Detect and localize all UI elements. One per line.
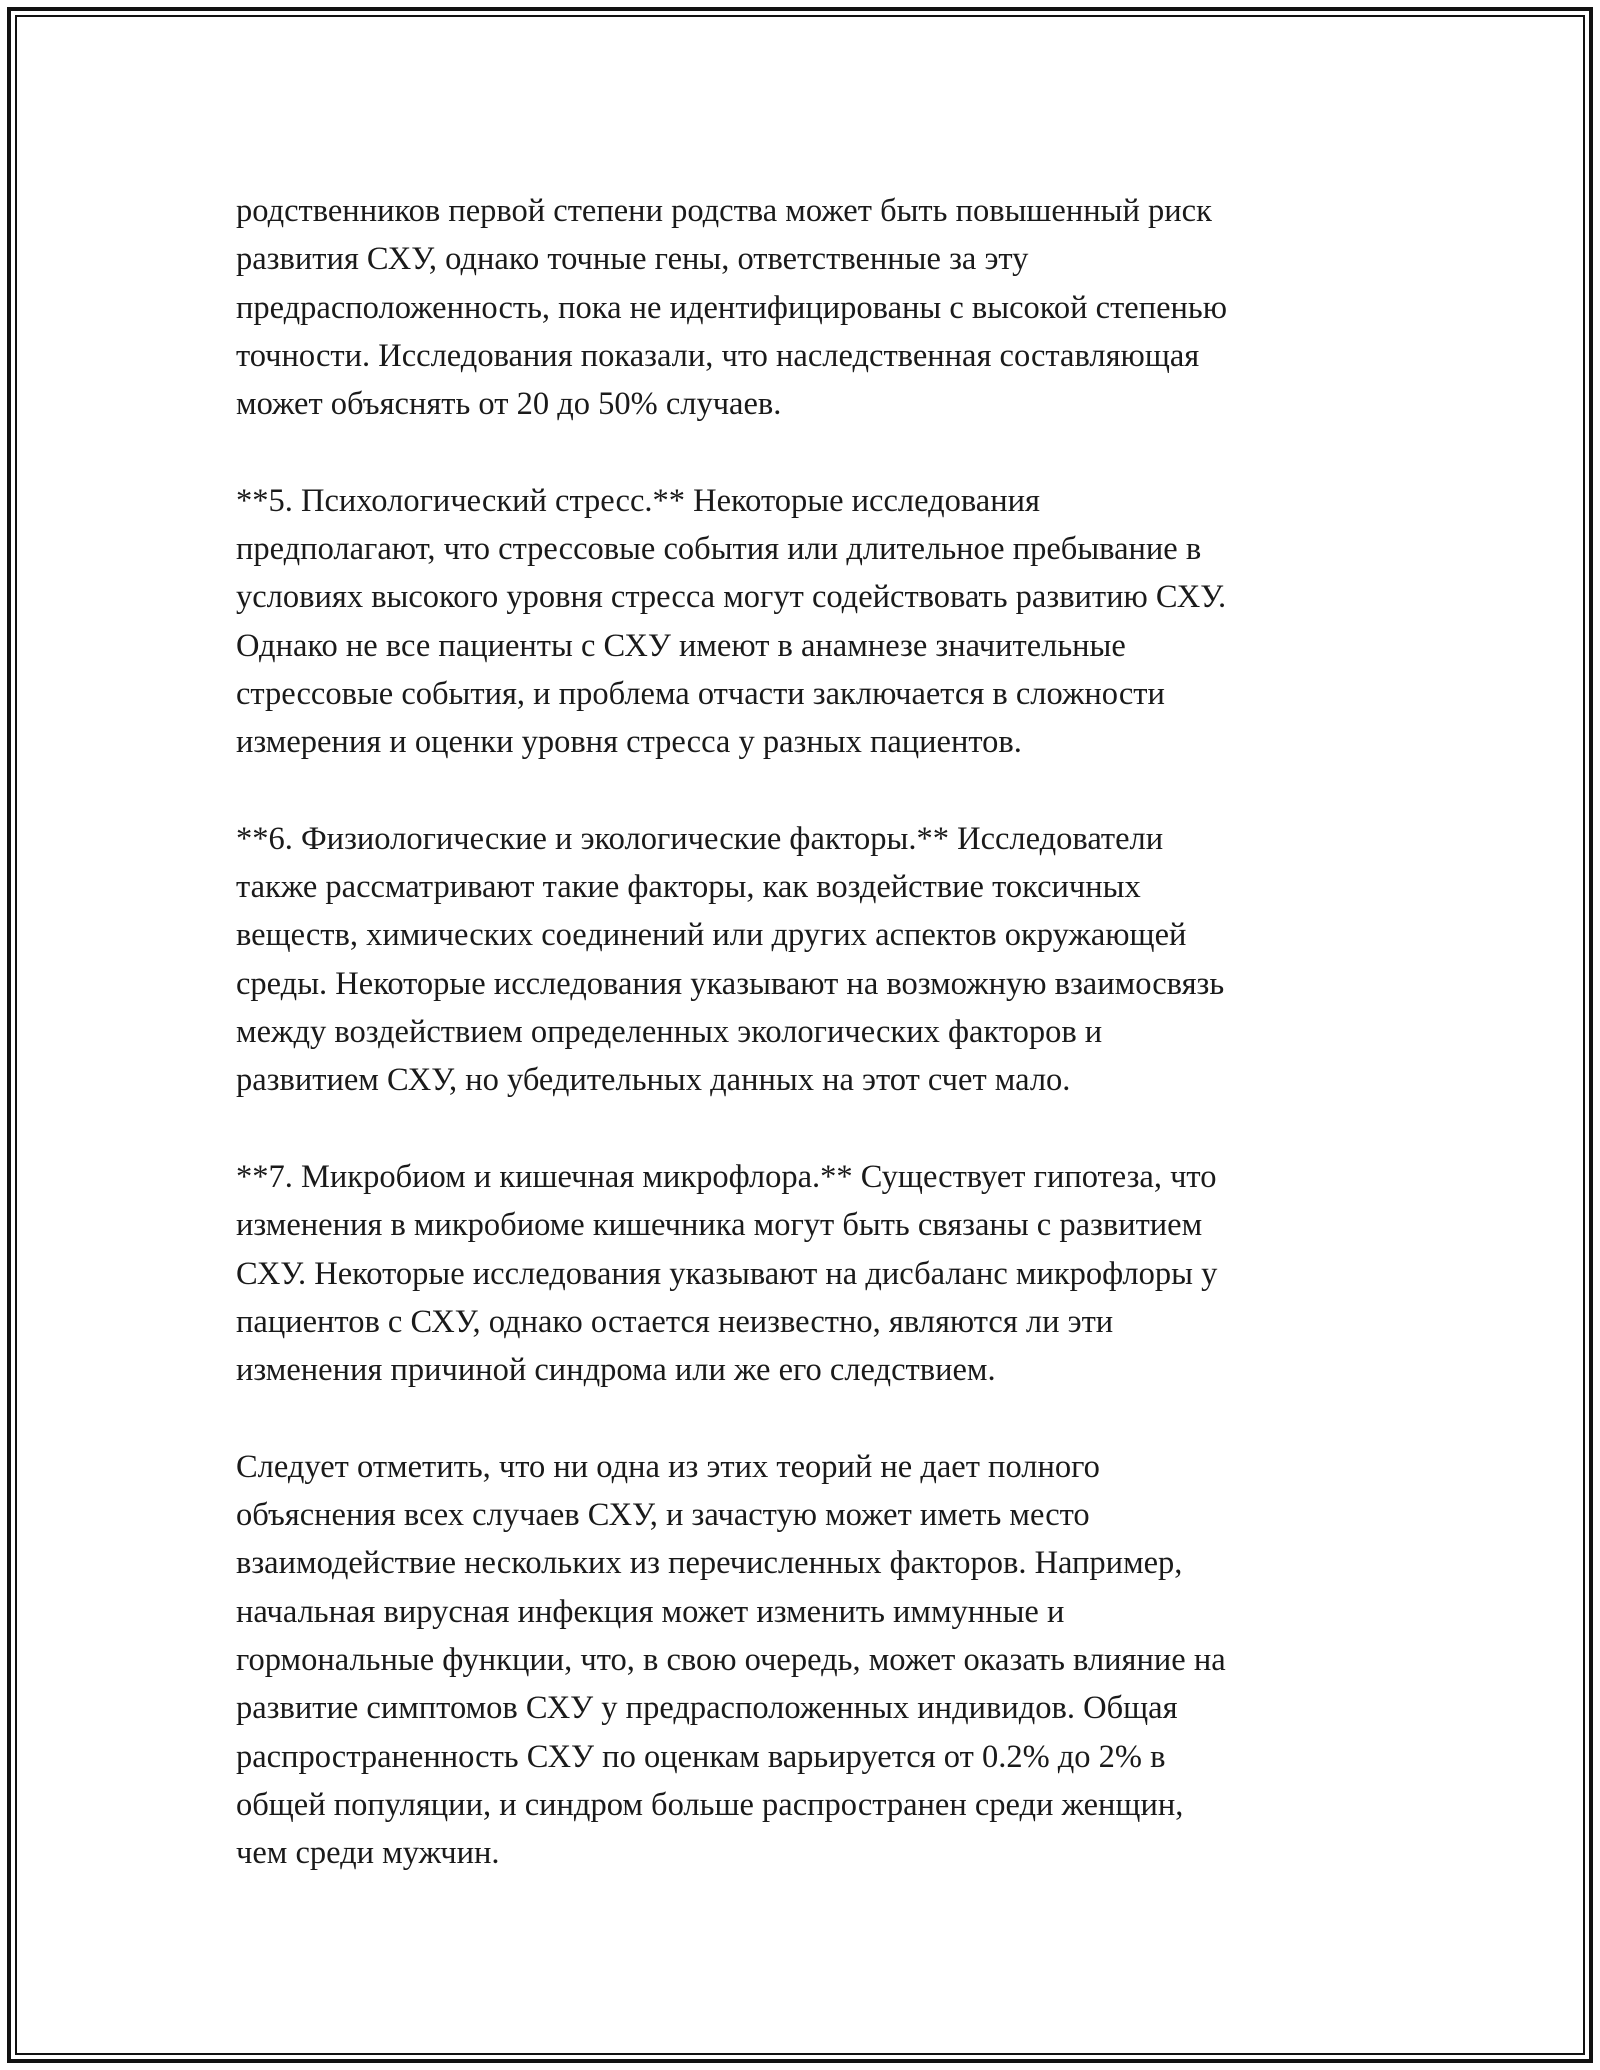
text-line: стрессовые события, и проблема отчасти заключается в сложности [236, 675, 1165, 712]
text-line: пациентов с СХУ, однако остается неизвестно, являются ли эти [236, 1303, 1114, 1340]
text-line: **5. Психологический стресс.** Некоторые исследования [236, 482, 1040, 519]
text-line: объяснения всех случаев СХУ, и зачастую может иметь место [236, 1497, 1090, 1534]
paragraph-heredity [236, 187, 1386, 428]
text-line: изменения в микробиоме кишечника могут быть связаны с развитием [236, 1207, 1203, 1244]
text-line: начальная вирусная инфекция может изменить иммунные и [236, 1593, 1065, 1630]
paragraph-environmental-factors [236, 815, 1386, 1105]
paragraph-psychological-stress [236, 477, 1386, 767]
text-line: также рассматривают такие факторы, как воздействие токсичных [236, 869, 1141, 906]
text-line: веществ, химических соединений или других аспектов окружающей [236, 917, 1187, 954]
text-line: условиях высокого уровня стресса могут содействовать развитию СХУ. [236, 579, 1227, 616]
text-line: **6. Физиологические и экологические факторы.** Исследователи [236, 820, 1164, 857]
paragraph-conclusion [236, 1443, 1386, 1878]
text-line: среды. Некоторые исследования указывают на возможную взаимосвязь [236, 965, 1225, 1002]
text-line: измерения и оценки уровня стресса у разных пациентов. [236, 724, 1022, 761]
text-line: **7. Микробиом и кишечная микрофлора.** Существует гипотеза, что [236, 1158, 1217, 1195]
text-line: предрасположенность, пока не идентифицированы с высокой степенью [236, 289, 1228, 326]
text-line: предполагают, что стрессовые события или длительное пребывание в [236, 531, 1202, 568]
paragraph-microbiome [236, 1153, 1386, 1394]
text-line: развитием СХУ, но убедительных данных на этот счет мало. [236, 1062, 1071, 1099]
text-line: СХУ. Некоторые исследования указывают на дисбаланс микрофлоры у [236, 1255, 1218, 1292]
text-line: между воздействием определенных экологических факторов и [236, 1014, 1103, 1051]
text-line: изменения причиной синдрома или же его следствием. [236, 1352, 996, 1389]
text-line: чем среди мужчин. [236, 1835, 500, 1872]
text-line: родственников первой степени родства может быть повышенный риск [236, 193, 1212, 229]
text-line: точности. Исследования показали, что наследственная составляющая [236, 337, 1200, 374]
text-line: может объяснять от 20 до 50% случаев. [236, 386, 782, 423]
text-line: гормональные функции, что, в свою очередь, может оказать влияние на [236, 1641, 1226, 1678]
document-body [236, 187, 1386, 1926]
text-line: развития СХУ, однако точные гены, ответственные за эту [236, 241, 1029, 278]
text-line: взаимодействие нескольких из перечисленных факторов. Например, [236, 1545, 1183, 1582]
text-line: развитие симптомов СХУ у предрасположенных индивидов. Общая [236, 1690, 1178, 1727]
text-line: Следует отметить, что ни одна из этих теорий не дает полного [236, 1448, 1100, 1485]
text-line: общей популяции, и синдром больше распространен среди женщин, [236, 1786, 1184, 1823]
text-line: Однако не все пациенты с СХУ имеют в анамнезе значительные [236, 627, 1126, 664]
text-line: распространенность СХУ по оценкам варьируется от 0.2% до 2% в [236, 1738, 1166, 1775]
